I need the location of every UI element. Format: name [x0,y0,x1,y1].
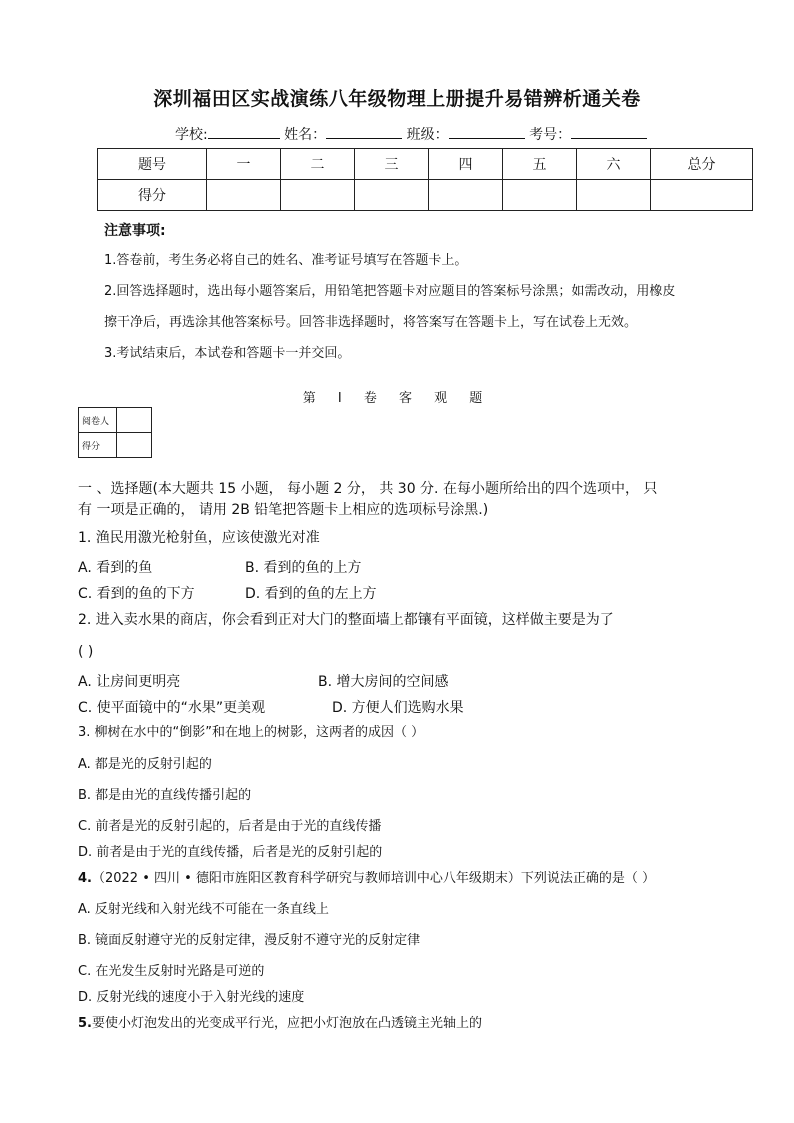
score-cell[interactable] [503,180,577,211]
grader-table [78,407,152,458]
question-4-stem: （2022 • 四川 • 德阳市旌阳区教育科学研究与教师培训中心八年级期末）下列说法正确的是（ ） [91,871,656,886]
score-header-cell: 三 [355,149,429,180]
class-blank [449,124,525,139]
grader-reviewer-cell[interactable] [117,408,152,433]
score-cell[interactable] [355,180,429,211]
question-1-option-b[interactable]: B. 看到的鱼的上方 [245,560,362,576]
score-cell[interactable] [577,180,651,211]
score-cell[interactable] [281,180,355,211]
page-title: 深圳福田区实战演练八年级物理上册提升易错辨析通关卷 [153,88,641,110]
notice-item-1: 1.答卷前，考生务必将自己的姓名、准考证号填写在答题卡上。 [104,253,468,268]
question-1-option-a[interactable]: A. 看到的鱼 [78,560,153,576]
score-cell[interactable] [651,180,753,211]
name-label: 姓名： [284,127,327,143]
question-1-stem: 1. 渔民用激光枪射鱼，应该使激光对准 [78,530,320,546]
notice-item-3: 3.考试结束后，本试卷和答题卡一并交回。 [104,346,351,361]
question-3-option-c[interactable]: C. 前者是光的反射引起的，后者是由于光的直线传播 [78,819,382,834]
score-cell[interactable] [207,180,281,211]
part1-heading-line-1: 一 、选择题(本大题共 15 小题， 每小题 2 分， 共 30 分. 在每小题所给出的四个选项中， 只 [78,481,658,497]
score-header-cell: 六 [577,149,651,180]
score-row-label: 得分 [98,180,207,211]
question-4-line [78,869,655,889]
question-3-option-d[interactable]: D. 前者是由于光的直线传播，后者是光的反射引起的 [78,845,383,860]
question-5-number: 5. [78,1016,92,1031]
question-3-option-a[interactable]: A. 都是光的反射引起的 [78,757,212,772]
notice-item-2-line-1: 2.回答选择题时，选出每小题答案后，用铅笔把答题卡对应题目的答案标号涂黑；如需改动，用橡皮 [104,284,676,299]
question-2-option-d[interactable]: D. 方便人们选购水果 [332,700,464,716]
question-5-stem: 要使小灯泡发出的光变成平行光，应把小灯泡放在凸透镜主光轴上的 [91,1016,482,1031]
question-1-option-c[interactable]: C. 看到的鱼的下方 [78,586,195,602]
score-header-cell: 二 [281,149,355,180]
question-3-stem: 3. 柳树在水中的“倒影”和在地上的树影，这两者的成因（ ） [78,725,425,740]
exam-no-label: 考号： [529,127,572,143]
question-2-option-c[interactable]: C. 使平面镜中的“水果”更美观 [78,700,266,716]
score-header-cell: 五 [503,149,577,180]
question-4-option-c[interactable]: C. 在光发生反射时光路是可逆的 [78,964,265,979]
score-header-cell: 四 [429,149,503,180]
question-4-option-d[interactable]: D. 反射光线的速度小于入射光线的速度 [78,990,305,1005]
name-blank [326,124,402,139]
question-1-option-d[interactable]: D. 看到的鱼的左上方 [245,586,377,602]
notice-heading: 注意事项: [104,223,166,239]
question-2-option-b[interactable]: B. 增大房间的空间感 [318,674,449,690]
grader-score-label: 得分 [79,433,117,458]
part1-heading-line-2: 有 一项是正确的， 请用 2B 铅笔把答题卡上相应的选项标号涂黑.) [78,502,489,518]
notice-item-2-line-2: 擦干净后，再选涂其他答案标号。回答非选择题时，将答案写在答题卡上，写在试卷上无效。 [104,315,638,330]
grader-score-cell[interactable] [117,433,152,458]
question-4-option-b[interactable]: B. 镜面反射遵守光的反射定律，漫反射不遵守光的反射定律 [78,933,421,948]
exam-no-blank [571,124,647,139]
question-3-option-b[interactable]: B. 都是由光的直线传播引起的 [78,788,252,803]
score-table [97,148,753,211]
question-2-paren: ( ) [78,644,94,660]
question-4-number: 4. [78,871,92,886]
grader-reviewer-label: 阅卷人 [79,408,117,433]
score-cell[interactable] [429,180,503,211]
score-table-score-row [98,180,753,211]
class-label: 班级： [406,127,449,143]
score-header-cell: 总分 [651,149,753,180]
question-2-stem: 2. 进入卖水果的商店，你会看到正对大门的整面墙上都镶有平面镜，这样做主要是为了 [78,612,614,628]
student-info-line [175,124,647,144]
section-title: 第 I 卷 客 观 题 [302,391,492,406]
score-table-header-row [98,149,753,180]
school-label: 学校: [175,127,208,143]
score-header-cell: 一 [207,149,281,180]
score-header-cell: 题号 [98,149,207,180]
question-2-option-a[interactable]: A. 让房间更明亮 [78,674,181,690]
school-blank [208,124,280,139]
question-4-option-a[interactable]: A. 反射光线和入射光线不可能在一条直线上 [78,902,329,917]
question-5-line [78,1014,482,1034]
